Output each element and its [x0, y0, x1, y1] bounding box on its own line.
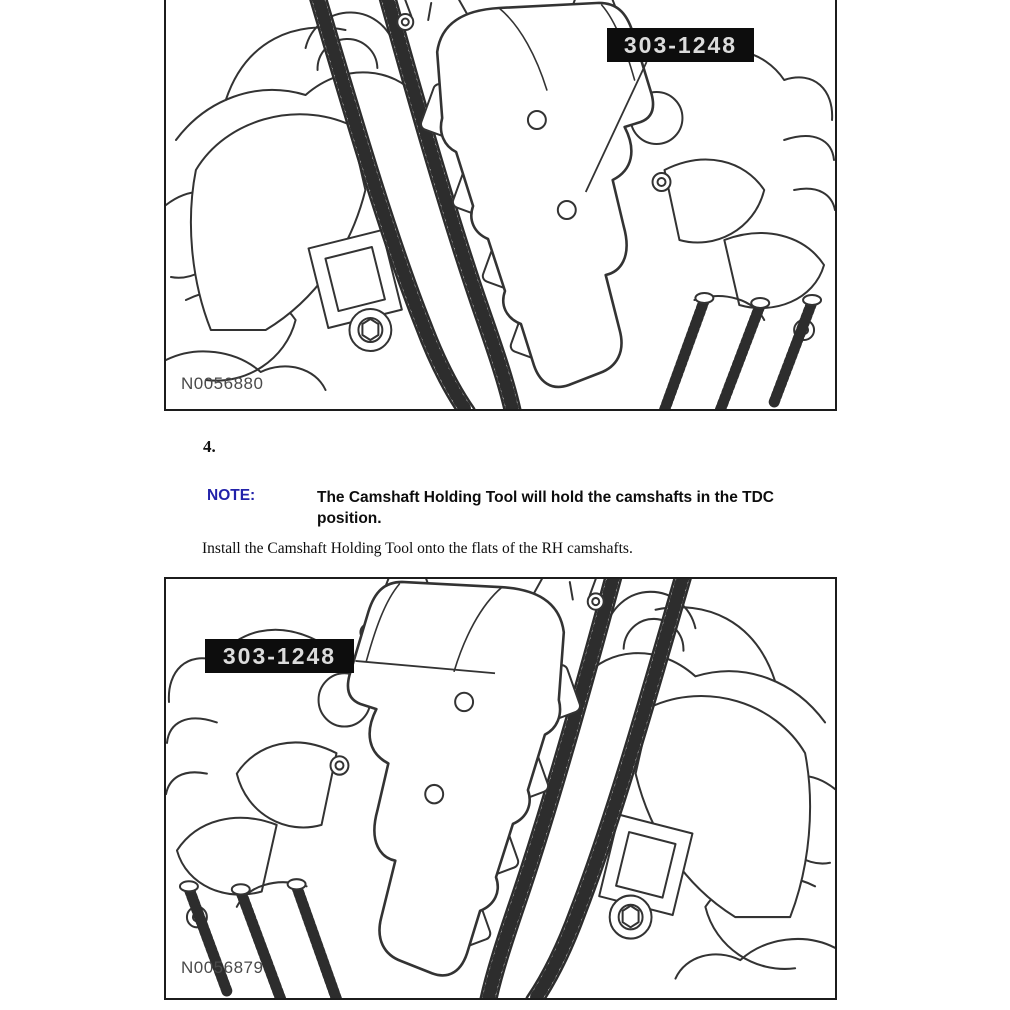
note-text [317, 487, 774, 529]
step-number: 4. [203, 437, 216, 456]
instruction-text: Install the Camshaft Holding Tool onto the flats of the RH camshafts. [202, 540, 633, 557]
note-label: NOTE: [207, 487, 256, 504]
tool-callout-label: 303-1248 [607, 28, 754, 62]
note-text-line1: The Camshaft Holding Tool will hold the camshafts in the TDC [317, 489, 774, 506]
figure-id-watermark: N0056879 [181, 958, 264, 977]
note-block [207, 487, 774, 529]
figure-bottom [164, 577, 837, 1000]
figure-id-watermark: N0056880 [181, 374, 264, 393]
figure-top [164, 0, 837, 411]
tool-callout-label: 303-1248 [205, 639, 354, 673]
note-text-line2: position. [317, 510, 382, 527]
